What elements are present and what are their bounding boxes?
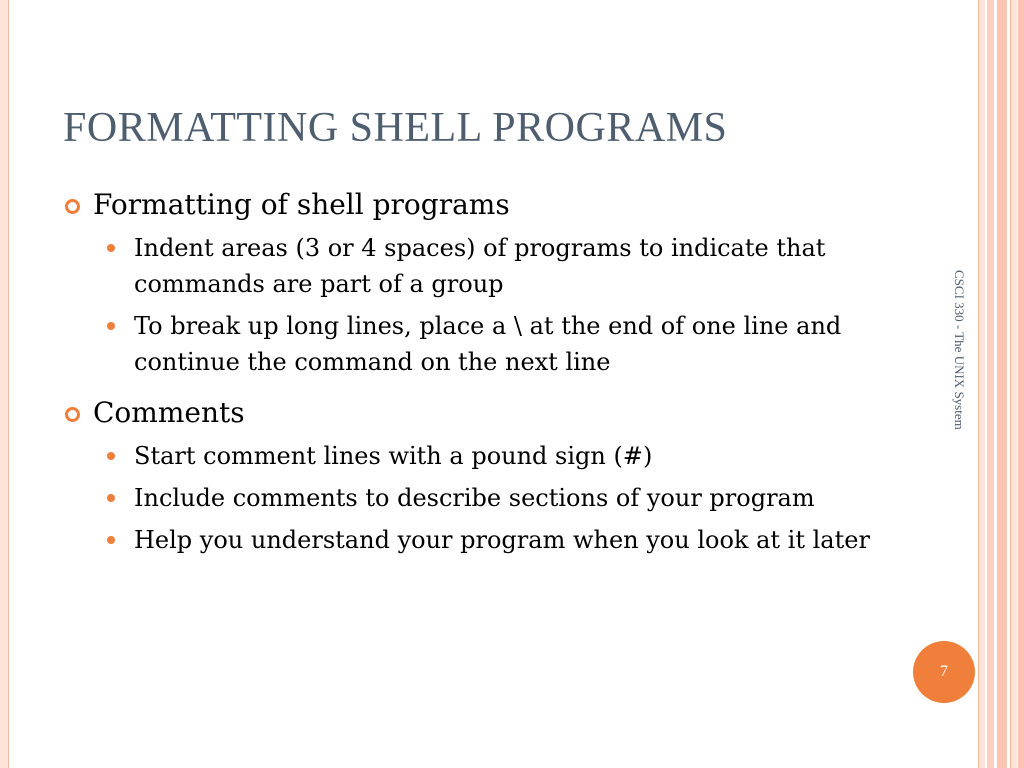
dot-bullet-icon <box>107 452 115 460</box>
subbullet-text: Indent areas (3 or 4 spaces) of programs to indicate that commands are part of a group <box>134 234 826 298</box>
slide-content <box>64 186 894 558</box>
subbullet-text: To break up long lines, place a \ at the end of one line and continue the command on the next line <box>134 312 842 376</box>
bullet-text: Comments <box>93 396 245 429</box>
dot-bullet-icon <box>107 494 115 502</box>
dot-bullet-icon <box>107 322 115 330</box>
stripe <box>997 0 1007 768</box>
subbullet-text: Include comments to describe sections of your program <box>134 484 815 512</box>
subbullet-describe-sections <box>64 480 894 516</box>
stripe <box>987 0 994 768</box>
subbullet-text: Help you understand your program when you look at it later <box>134 526 870 554</box>
dot-bullet-icon <box>107 536 115 544</box>
stripe <box>978 0 985 768</box>
subbullet-understand-later <box>64 522 894 558</box>
course-side-label: CSCI 330 - The UNIX System <box>952 270 967 430</box>
dot-bullet-icon <box>107 244 115 252</box>
slide-title: FORMATTING SHELL PROGRAMS <box>63 105 728 151</box>
subbullet-long-lines <box>64 308 894 380</box>
subbullet-pound-sign <box>64 438 894 474</box>
subbullet-indent <box>64 230 894 302</box>
right-stripes-decoration <box>978 0 1024 768</box>
bullet-text: Formatting of shell programs <box>93 188 510 221</box>
stripe <box>1010 0 1017 768</box>
left-border-decoration <box>0 0 9 768</box>
ring-bullet-icon <box>65 199 80 214</box>
subbullet-text: Start comment lines with a pound sign (#) <box>134 442 653 470</box>
page-number: 7 <box>940 663 948 680</box>
stripe <box>1018 0 1024 768</box>
bullet-comments <box>64 394 894 432</box>
bullet-formatting <box>64 186 894 224</box>
page-number-badge <box>913 641 975 703</box>
ring-bullet-icon <box>65 407 80 422</box>
